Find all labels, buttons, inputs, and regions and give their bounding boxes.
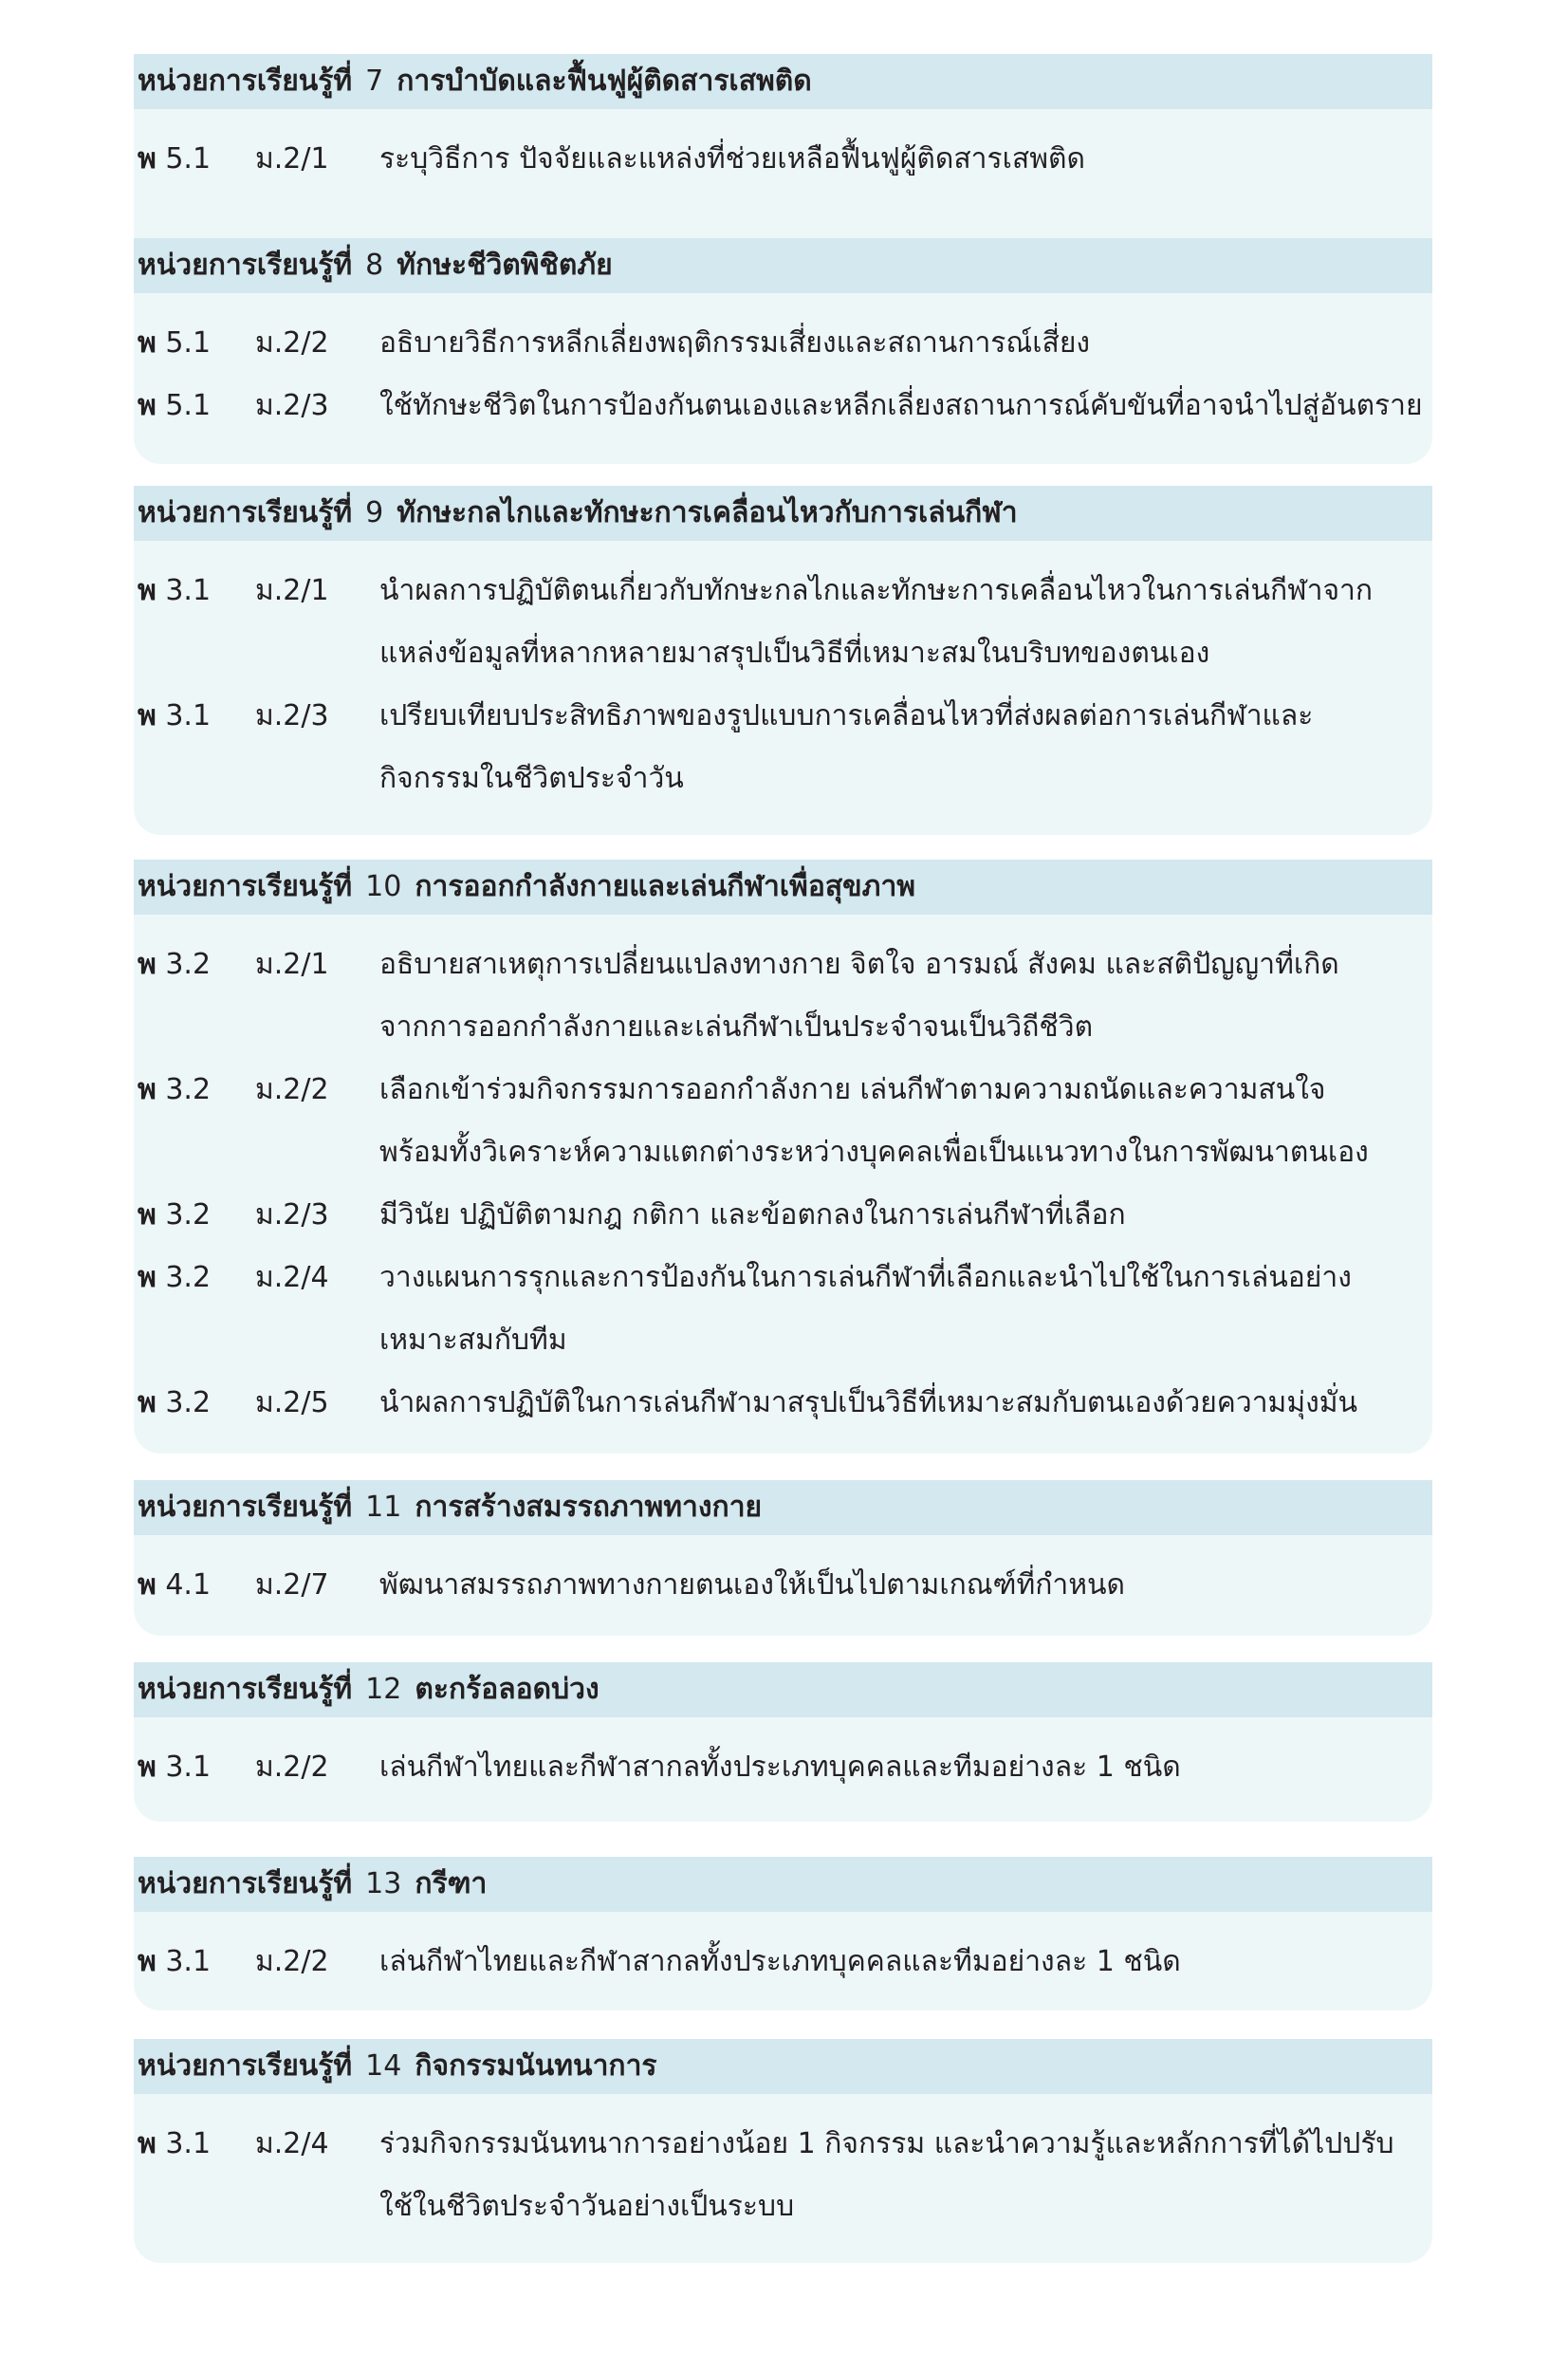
- unit-label: หน่วยการเรียนรู้ที่: [138, 1673, 353, 1706]
- indicator-text: อธิบายวิธีการหลีกเลี่ยงพฤติกรรมเสี่ยงและสถานการณ์เสี่ยง: [379, 326, 1091, 360]
- unit-label: หน่วยการเรียนรู้ที่: [138, 65, 353, 98]
- unit-number: 8: [365, 249, 384, 282]
- unit-title: การบำบัดและฟื้นฟูผู้ติดสารเสพติด: [397, 65, 812, 98]
- unit-body: [134, 915, 1432, 1454]
- unit-7: [134, 54, 1432, 261]
- unit-header: [134, 1662, 1432, 1717]
- unit-header: [134, 1857, 1432, 1912]
- indicator-text: มีวินัย ปฏิบัติตามกฎ กติกา และข้อตกลงในการเล่นกีฬาที่เลือก: [379, 1198, 1126, 1232]
- unit-header: [134, 54, 1432, 109]
- unit-label: หน่วยการเรียนรู้ที่: [138, 249, 353, 282]
- unit-title: กิจกรรมนันทนาการ: [415, 2049, 657, 2083]
- unit-number: 14: [365, 2049, 402, 2083]
- unit-number: 12: [365, 1673, 402, 1706]
- unit-8: [134, 238, 1432, 464]
- unit-label: หน่วยการเรียนรู้ที่: [138, 2049, 353, 2083]
- indicator-text: พัฒนาสมรรถภาพทางกายตนเองให้เป็นไปตามเกณฑ์ที่กำหนด: [379, 1568, 1126, 1602]
- unit-label: หน่วยการเรียนรู้ที่: [138, 1867, 353, 1900]
- indicator-text: เปรียบเทียบประสิทธิภาพของรูปแบบการเคลื่อนไหวที่ส่งผลต่อการเล่นกีฬาและ กิจกรรมในชีวิตประจำวัน: [379, 699, 1314, 795]
- standard-code: พ 3.2: [138, 1261, 212, 1294]
- unit-body: [134, 1912, 1432, 2010]
- standard-code: พ 3.1: [138, 1945, 212, 1978]
- unit-header: [134, 860, 1432, 915]
- grade-indicator: ม.2/2: [255, 1751, 329, 1784]
- grade-indicator: ม.2/1: [255, 948, 329, 981]
- indicator-row: [134, 375, 1432, 437]
- grade-indicator: ม.2/3: [255, 389, 329, 422]
- grade-indicator: ม.2/7: [255, 1568, 329, 1602]
- indicator-text: อธิบายสาเหตุการเปลี่ยนแปลงทางกาย จิตใจ อารมณ์ สังคม และสติปัญญาที่เกิด จากการออกกำลังกายและเล่นกีฬาเป็นประจำจนเป็นวิถีชีวิต: [379, 948, 1339, 1044]
- unit-body: [134, 1717, 1432, 1822]
- indicator-row: [134, 1372, 1432, 1435]
- unit-number: 11: [365, 1491, 402, 1524]
- standard-code: พ 5.1: [138, 389, 212, 422]
- unit-title: กรีฑา: [415, 1867, 488, 1900]
- standard-code: พ 3.1: [138, 2127, 212, 2160]
- indicator-row: [134, 128, 1432, 191]
- unit-body: [134, 541, 1432, 835]
- indicator-text: ใช้ทักษะชีวิตในการป้องกันตนเองและหลีกเลี่ยงสถานการณ์คับขันที่อาจนำไปสู่อันตราย: [379, 389, 1423, 422]
- unit-header: [134, 486, 1432, 541]
- standard-code: พ 5.1: [138, 142, 212, 176]
- unit-header: [134, 2039, 1432, 2094]
- unit-label: หน่วยการเรียนรู้ที่: [138, 1491, 353, 1524]
- standard-code: พ 3.2: [138, 1386, 212, 1419]
- unit-9: [134, 486, 1432, 835]
- indicator-text: ร่วมกิจกรรมนันทนาการอย่างน้อย 1 กิจกรรม และนำความรู้และหลักการที่ได้ไปปรับ ใช้ในชีวิตประจำวันอย่างเป็นระบบ: [379, 2127, 1394, 2223]
- grade-indicator: ม.2/4: [255, 1261, 329, 1294]
- indicator-row: [134, 1184, 1432, 1247]
- indicator-text: เลือกเข้าร่วมกิจกรรมการออกกำลังกาย เล่นกีฬาตามความถนัดและความสนใจ พร้อมทั้งวิเคราะห์ความแตกต่างระหว่างบุคคลเพื่อเป็นแนวทางในการพัฒนาตนเอง: [379, 1073, 1369, 1169]
- unit-title: การออกกำลังกายและเล่นกีฬาเพื่อสุขภาพ: [415, 870, 916, 903]
- unit-number: 10: [365, 870, 402, 903]
- standard-code: พ 5.1: [138, 326, 212, 360]
- standard-code: พ 3.1: [138, 699, 212, 732]
- grade-indicator: ม.2/3: [255, 1198, 329, 1232]
- grade-indicator: ม.2/2: [255, 1945, 329, 1978]
- unit-number: 7: [365, 65, 384, 98]
- grade-indicator: ม.2/3: [255, 699, 329, 732]
- indicator-text: เล่นกีฬาไทยและกีฬาสากลทั้งประเภทบุคคลและทีมอย่างละ 1 ชนิด: [379, 1945, 1181, 1978]
- indicator-text: เล่นกีฬาไทยและกีฬาสากลทั้งประเภทบุคคลและทีมอย่างละ 1 ชนิด: [379, 1751, 1181, 1784]
- standard-code: พ 3.1: [138, 1751, 212, 1784]
- indicator-row: [134, 1247, 1432, 1372]
- indicator-row: [134, 1554, 1432, 1617]
- indicator-text: นำผลการปฏิบัติตนเกี่ยวกับทักษะกลไกและทักษะการเคลื่อนไหวในการเล่นกีฬาจาก แหล่งข้อมูลที่หลากหลายมาสรุปเป็นวิธีที่เหมาะสมในบริบทของตนเอง: [379, 574, 1374, 670]
- unit-title: ทักษะชีวิตพิชิตภัย: [397, 249, 613, 282]
- standard-code: พ 3.2: [138, 1198, 212, 1232]
- indicator-row: [134, 1931, 1432, 1993]
- standard-code: พ 3.2: [138, 1073, 212, 1106]
- indicator-text: นำผลการปฏิบัติในการเล่นกีฬามาสรุปเป็นวิธีที่เหมาะสมกับตนเองด้วยความมุ่งมั่น: [379, 1386, 1358, 1419]
- unit-12: [134, 1662, 1432, 1822]
- unit-13: [134, 1857, 1432, 2010]
- grade-indicator: ม.2/2: [255, 326, 329, 360]
- unit-body: [134, 1535, 1432, 1636]
- unit-number: 13: [365, 1867, 402, 1900]
- grade-indicator: ม.2/5: [255, 1386, 329, 1419]
- grade-indicator: ม.2/4: [255, 2127, 329, 2160]
- unit-header: [134, 238, 1432, 293]
- indicator-text: ระบุวิธีการ ปัจจัยและแหล่งที่ช่วยเหลือฟื้นฟูผู้ติดสารเสพติด: [379, 142, 1085, 176]
- unit-body: [134, 2094, 1432, 2263]
- grade-indicator: ม.2/2: [255, 1073, 329, 1106]
- indicator-row: [134, 934, 1432, 1059]
- indicator-text: วางแผนการรุกและการป้องกันในการเล่นกีฬาที่เลือกและนำไปใช้ในการเล่นอย่าง เหมาะสมกับทีม: [379, 1261, 1352, 1357]
- grade-indicator: ม.2/1: [255, 142, 329, 176]
- standard-code: พ 3.2: [138, 948, 212, 981]
- indicator-row: [134, 560, 1432, 685]
- indicator-row: [134, 2113, 1432, 2238]
- indicator-row: [134, 1736, 1432, 1799]
- unit-14: [134, 2039, 1432, 2263]
- indicator-row: [134, 1059, 1432, 1184]
- unit-header: [134, 1480, 1432, 1535]
- unit-number: 9: [365, 496, 384, 529]
- indicator-row: [134, 685, 1432, 810]
- standard-code: พ 3.1: [138, 574, 212, 607]
- standard-code: พ 4.1: [138, 1568, 212, 1602]
- unit-label: หน่วยการเรียนรู้ที่: [138, 870, 353, 903]
- unit-title: ทักษะกลไกและทักษะการเคลื่อนไหวกับการเล่นกีฬา: [397, 496, 1018, 529]
- unit-label: หน่วยการเรียนรู้ที่: [138, 496, 353, 529]
- unit-title: ตะกร้อลอดบ่วง: [415, 1673, 600, 1706]
- unit-body: [134, 293, 1432, 464]
- unit-11: [134, 1480, 1432, 1636]
- unit-10: [134, 860, 1432, 1454]
- grade-indicator: ม.2/1: [255, 574, 329, 607]
- indicator-row: [134, 312, 1432, 375]
- unit-title: การสร้างสมรรถภาพทางกาย: [415, 1491, 763, 1524]
